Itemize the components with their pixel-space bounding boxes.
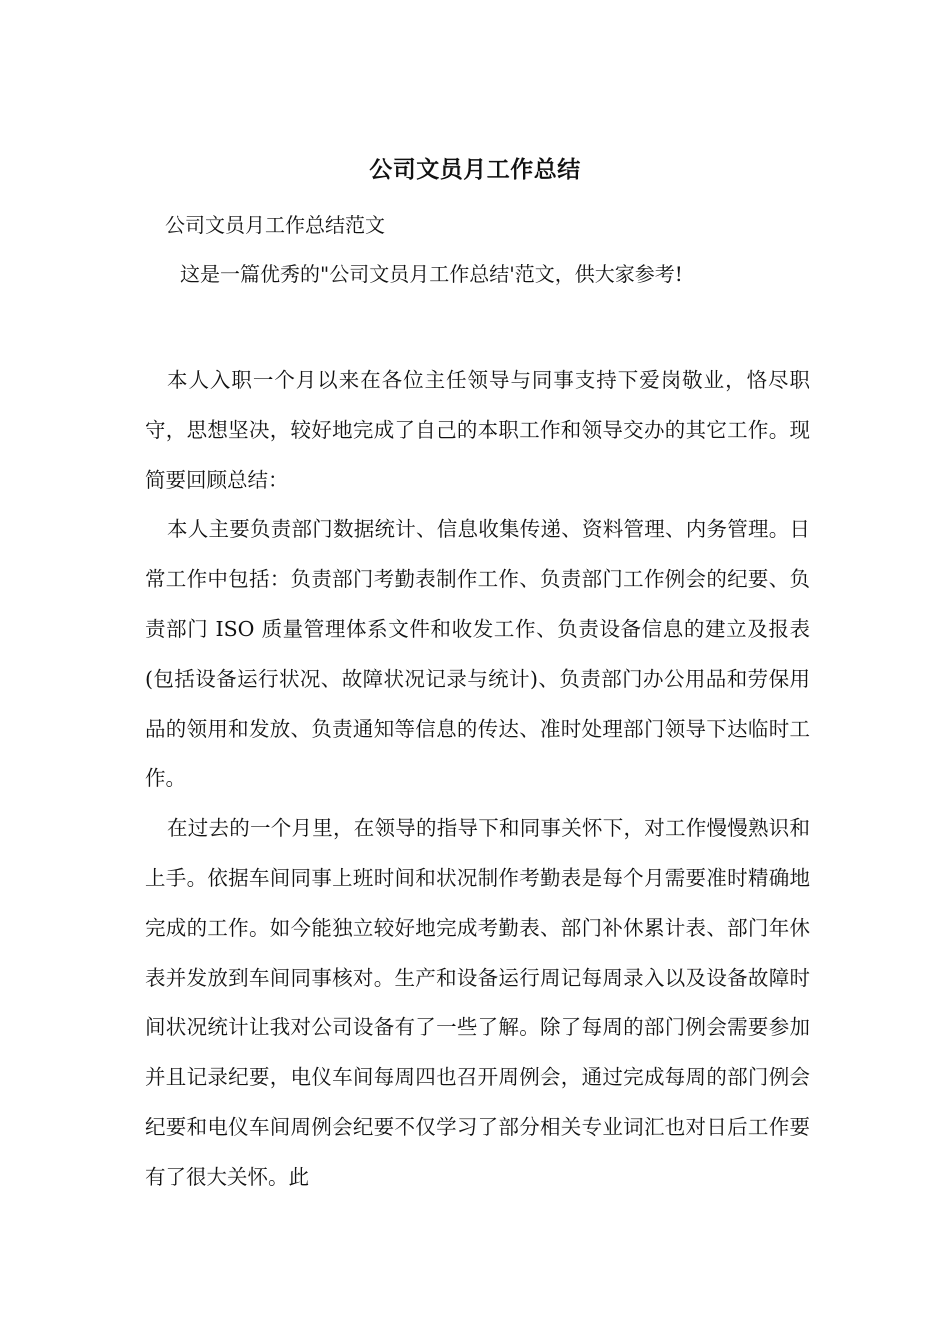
document-intro: 这是一篇优秀的"公司文员月工作总结'范文，供大家参考! [180, 262, 683, 286]
paragraph-1: 本人入职一个月以来在各位主任领导与同事支持下爱岗敬业，恪尽职守，思想坚决，较好地完成了自己的本职工作和领导交办的其它工作。现简要回顾总结： [145, 368, 810, 492]
document-title: 公司文员月工作总结 [369, 156, 581, 183]
paragraph-2: 本人主要负责部门数据统计、信息收集传递、资料管理、内务管理。日常工作中包括：负责部门考勤表制作工作、负责部门工作例会的纪要、负责部门 ISO 质量管理体系文件和收发工作、负责设备信息的建立及报表(包括设备运行状况、故障状况记录与统计)、负责部门办公用品和劳保用品的领用和发放、负责通知等信息的传达、准时处理部门领导下达临时工作。 [145, 517, 810, 791]
paragraph-3: 在过去的一个月里，在领导的指导下和同事关怀下，对工作慢慢熟识和上手。依据车间同事上班时间和状况制作考勤表是每个月需要准时精确地完成的工作。如今能独立较好地完成考勤表、部门补休累计表、部门年休表并发放到车间同事核对。生产和设备运行周记每周录入以及设备故障时间状况统计让我对公司设备有了一些了解。除了每周的部门例会需要参加并且记录纪要，电仪车间每周四也召开周例会，通过完成每周的部门例会纪要和电仪车间周例会纪要不仅学习了部分相关专业词汇也对日后工作要有了很大关怀。此 [145, 816, 810, 1189]
document-subtitle: 公司文员月工作总结范文 [165, 213, 385, 237]
document-body [145, 356, 810, 1203]
